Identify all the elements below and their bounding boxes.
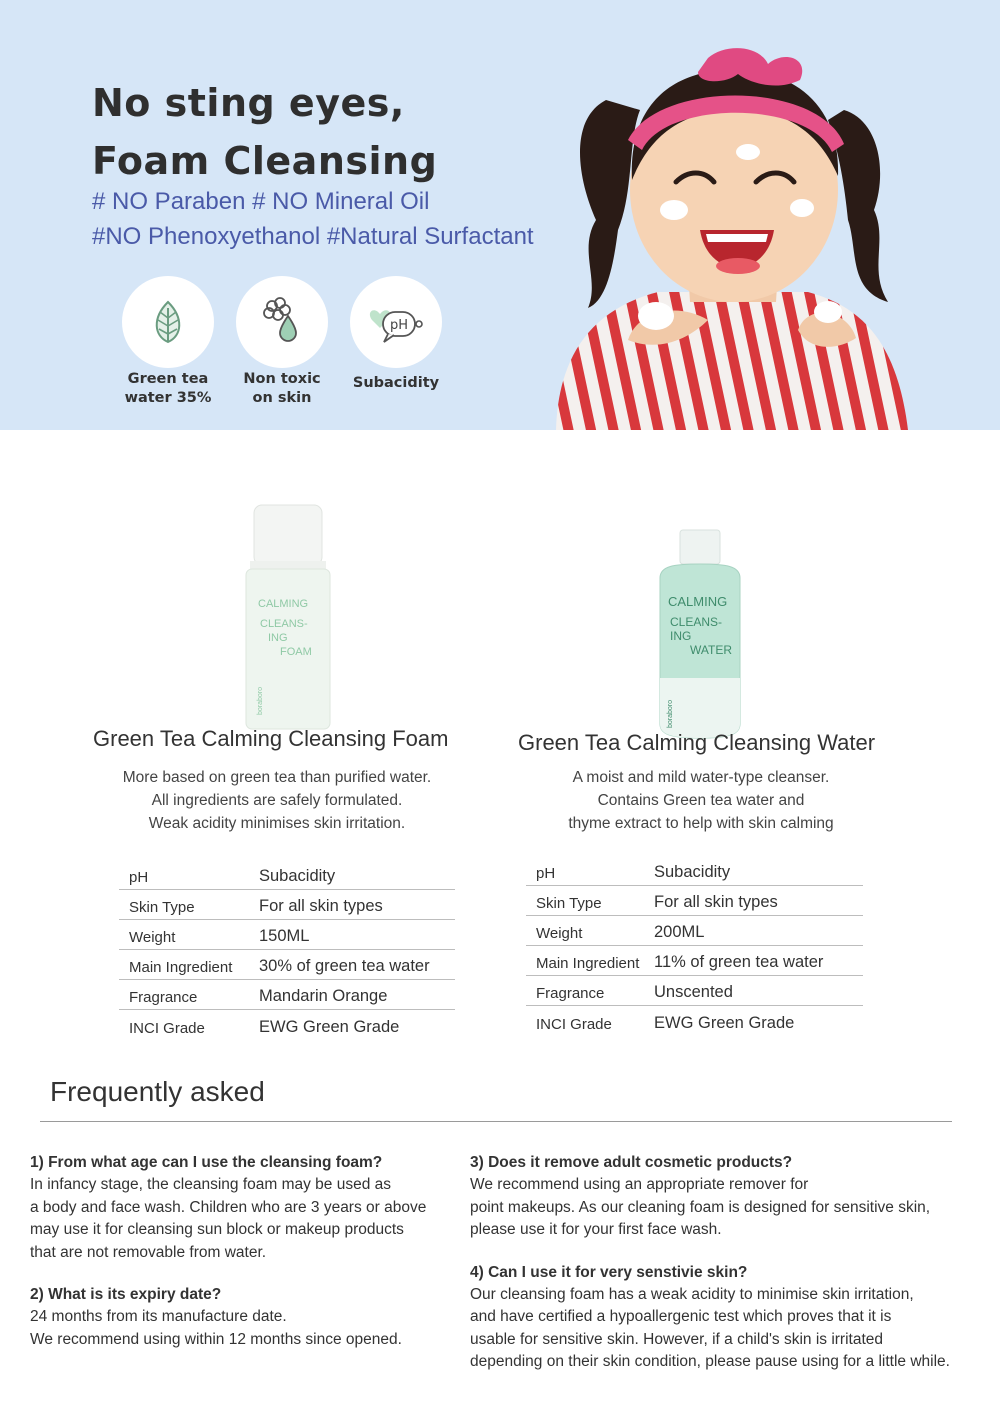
faq-item-2 xyxy=(30,1284,426,1351)
flower-drop-icon xyxy=(236,276,328,368)
faq-divider xyxy=(40,1121,952,1122)
spec-row: INCI Grade EWG Green Grade xyxy=(129,1018,400,1037)
svg-text:boraboro: boraboro xyxy=(667,699,674,728)
faq-item-4 xyxy=(470,1262,950,1374)
svg-text:ING: ING xyxy=(670,629,692,643)
svg-text:CALMING: CALMING xyxy=(258,598,309,610)
hero-title xyxy=(92,74,437,190)
svg-text:WATER: WATER xyxy=(690,643,732,657)
spec-row: pH Subacidity xyxy=(526,856,863,886)
child-photo xyxy=(548,40,1000,430)
spec-row: Fragrance Mandarin Orange xyxy=(119,980,455,1010)
badge-subacidity xyxy=(350,276,442,393)
faq-question: 1) From what age can I use the cleansing foam? xyxy=(30,1154,383,1171)
badge-label-green-tea: Green tea water 35% xyxy=(124,371,212,406)
badge-green-tea xyxy=(122,276,214,408)
badge-label-non-toxic: Non toxic on skin xyxy=(243,371,321,406)
product-name-foam: Green Tea Calming Cleansing Foam xyxy=(93,726,449,751)
svg-text:FOAM: FOAM xyxy=(280,646,312,658)
svg-text:CLEANS-: CLEANS- xyxy=(260,618,308,630)
faq-answer: We recommend using an appropriate remover for point makeups. As our cleaning foam is designed for sensitive skin, please use it for your first face wash. xyxy=(470,1176,931,1238)
hashtag-line-2: #NO Phenoxyethanol #Natural Surfactant xyxy=(92,223,534,250)
faq-question: 4) Can I use it for very senstivie skin? xyxy=(470,1263,748,1281)
hero-title-line-1: No sting eyes, xyxy=(92,81,405,125)
badge-non-toxic xyxy=(236,276,328,408)
leaf-icon xyxy=(122,276,214,368)
spec-row: Weight 150ML xyxy=(119,920,455,950)
feature-badges xyxy=(122,276,442,416)
spec-row: Weight 200ML xyxy=(526,916,863,946)
foam-bottle-image xyxy=(238,478,338,758)
svg-text:CLEANS-: CLEANS- xyxy=(670,615,723,629)
spec-row: Fragrance Unscented xyxy=(526,976,863,1006)
spec-row: Main Ingredient 11% of green tea water xyxy=(526,946,863,976)
faq-item-3 xyxy=(470,1152,950,1242)
spec-row: Skin Type For all skin types xyxy=(119,890,455,920)
faq-column-left xyxy=(30,1152,426,1371)
faq-answer: 24 months from its manufacture date. We recommend using within 12 months since opened. xyxy=(30,1308,402,1348)
faq-item-1 xyxy=(30,1152,426,1264)
hashtags xyxy=(92,184,534,254)
hero-banner xyxy=(0,0,1000,430)
faq-question: 2) What is its expiry date? xyxy=(30,1286,222,1303)
product-name-water: Green Tea Calming Cleansing Water xyxy=(518,730,876,755)
svg-text:ING: ING xyxy=(268,632,288,644)
product-desc-foam: More based on green tea than purified water. All ingredients are safely formulated. Weak acidity minimises skin irritation. xyxy=(122,769,432,832)
ph-heart-icon xyxy=(350,276,442,368)
badge-label-subacidity: Subacidity xyxy=(352,375,440,391)
product-desc-water: A moist and mild water-type cleanser. Contains Green tea water and thyme extract to help with skin calming xyxy=(568,769,834,832)
svg-text:CALMING: CALMING xyxy=(668,594,728,609)
hero-title-line-2: Foam Cleansing xyxy=(92,139,438,183)
svg-text:pH: pH xyxy=(389,318,409,333)
spec-table-foam xyxy=(119,860,455,1040)
faq-answer: In infancy stage, the cleansing foam may be used as a body and face wash. Children who are 3 years or above may use it for cleansing sun block or makeup products that are not removable from water. xyxy=(30,1176,427,1261)
faq-column-right xyxy=(470,1152,950,1394)
faq-answer: Our cleansing foam has a weak acidity to minimise skin irritation, and have certified a hypoallergenic test which proves that it is usable for sensitive skin. However, if a child's skin is irritated depending on their skin condition, please pause using for a little while. xyxy=(470,1285,950,1370)
spec-row: Main Ingredient 30% of green tea water xyxy=(119,950,455,980)
hashtag-line-1: # NO Paraben # NO Mineral Oil xyxy=(92,188,430,215)
spec-table-water xyxy=(526,856,863,1036)
faq-title: Frequently asked xyxy=(50,1076,265,1107)
spec-row: pH Subacidity xyxy=(119,860,455,890)
spec-row: Skin Type For all skin types xyxy=(526,886,863,916)
faq-question: 3) Does it remove adult cosmetic products? xyxy=(470,1154,793,1171)
spec-row: INCI Grade EWG Green Grade xyxy=(536,1014,795,1033)
svg-text:boraboro: boraboro xyxy=(257,686,264,715)
